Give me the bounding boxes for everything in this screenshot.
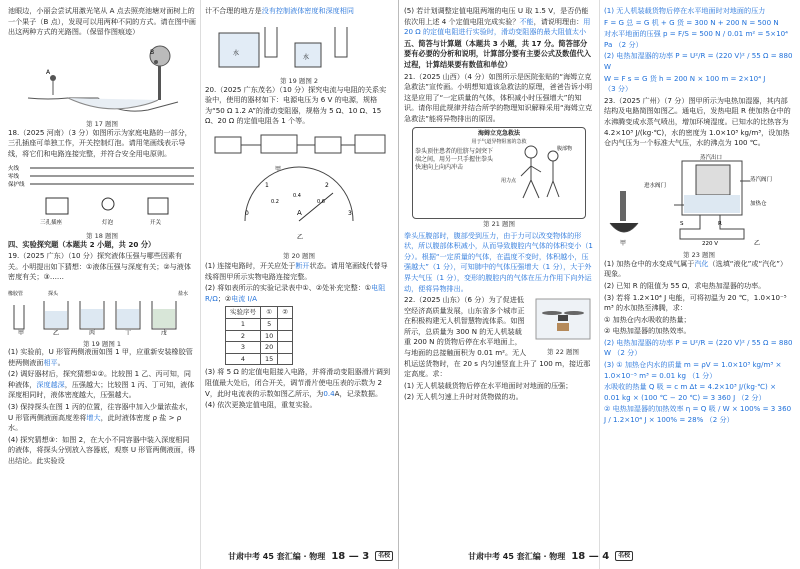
table-cell: 4 (226, 353, 261, 365)
drone-illustration (532, 295, 594, 343)
q19-s2-text-b: ，压强越大；比较图 1 丙、丁可知，液体深度相同时，液体密度越大，压强越大。 (8, 379, 195, 400)
q23-a3-text: (3) ① 加热仓内水的质量 m = ρV = 1.0×10³ kg/m³ × 1.0×10⁻⁵ m³ = 0.01 kg (604, 360, 782, 380)
circuit-diagram (8, 162, 196, 228)
footer-left-title: 甘肃中考 45 套汇编 · 物理 (228, 551, 326, 561)
q23-s1-text: (1) 加热仓中的水变成气属于 (604, 258, 695, 268)
figure-18 (8, 162, 196, 241)
q20-s3-text-b: A，记录数据。 (334, 388, 383, 398)
pressure-apparatus (8, 285, 196, 335)
figure-23 (604, 151, 794, 260)
q23-a3-efficiency-text: ② 电热加湿器的加热效率 η = Q 吸 / W × 100% = 3 360 J / 1.2×10⁴ J × 100% = 28% (604, 404, 792, 425)
fig19-label-c: 丙 (89, 329, 96, 335)
q23-text: 23.（2025 广州）（7 分）图甲所示为电热加湿器，其内部结构及电路简图如图乙。通电后，发热电阻 R 使加热仓中的水沸腾变成水蒸气喷出，增加环境湿度。已知水的比热容为 4.2×10³ J/(kg·℃)，水的密度为 1.0×10³ kg/m³，设加热仓内气压为一个标准大气压，水的沸点为 100 ℃。 (604, 95, 791, 148)
q19-s4: (4) 探究猜想③：如图 2，在大小不同容器中装入深度相同的液体，将探头分别放入容器底，观察 U 形管两侧液面，得出结论。此实验设 (8, 434, 196, 465)
q23-a2-score: （2 分） (613, 348, 642, 358)
figure-18-caption: 第 18 题图 (86, 232, 118, 241)
figure-22-caption: 第 22 题图 (547, 347, 579, 356)
figure-17-caption: 第 17 题图 (86, 120, 118, 129)
q19-s1-answer: 相平 (43, 357, 58, 367)
q22-text: 22.（2025 山东）（6 分）为了促进低空经济高质量发展，山东省多个城市正在积极构建无人机智慧物流体系。如图所示，总质量为 300 N 的无人机装载重 200 N 的货物后停在水平地面上，与地面的总接触面积为 0.01 m²。无人机运送货物时，在 20 s 内匀速竖直上升了 100 m，接近那定高度。求： (404, 295, 591, 379)
q19-text: 19.（2025 广东）（10 分）探究液体压强与哪些因素有关。小明提出如下猜想：①液体压强与深度有关；②与液体密度有关；③…… (8, 251, 191, 282)
rubber-tube-label: 橡胶管 (8, 290, 24, 297)
tick-2: 2 (325, 181, 329, 189)
column-divider-2 (599, 0, 600, 569)
footer-left-page: 18 — 3 (331, 550, 370, 562)
table-cell: 20 (261, 342, 278, 354)
socket-label: 三孔插座 (40, 219, 63, 226)
table-cell (278, 342, 293, 354)
table-cell: 1 (226, 318, 261, 330)
q22-a1-pressure-text: 对水平地面的压强 p = F/S = 500 N / 0.01 m² = 5×10⁴ Pa (604, 29, 788, 49)
q22-a2-work (604, 74, 794, 95)
q19-conclusion-answer: 没有控制液体密度和深度相同 (261, 6, 354, 15)
footer-left (228, 548, 393, 564)
table-row (226, 342, 293, 354)
column-2 (205, 6, 393, 412)
q19-conclusion-text: 计不合理的地方是 (205, 6, 262, 15)
q23-s2: (2) 已知 R 的阻值为 55 Ω，求电热加湿器的功率。 (604, 280, 766, 290)
q22-a1: (1) 无人机装载货物后停在水平地面时对地面的压力 (604, 6, 766, 15)
figure-17 (8, 40, 196, 129)
q20-s1-answer: 断开 (295, 260, 310, 270)
footer-left-logo: 名校 (375, 551, 393, 561)
q20-s4: (4) 依次更换定值电阻，重复实验。 (205, 400, 317, 410)
q23-s1 (604, 259, 794, 280)
label-abdomen: 腹部物 (557, 145, 573, 152)
table-cell: 3 (226, 342, 261, 354)
column-1 (8, 6, 196, 467)
q22-a2: (2) 电热加湿器的功率 P = U²/R = (220 V)² / 55 Ω = 880 W (604, 51, 793, 71)
table-cell: 5 (261, 318, 278, 330)
q23-a2 (604, 338, 794, 359)
footer-right-title: 甘肃中考 45 套汇编 · 物理 (468, 551, 566, 561)
q20-s1 (205, 261, 393, 282)
fig20-sub-a: 甲 (275, 165, 282, 173)
saltwater-label: 盐水 (178, 290, 189, 297)
q20-s5-reason: 用 20 Ω 的定值电阻进行实验时，滑动变阻器的最大阻值太小 (404, 16, 591, 37)
tick-small-2: 0.6 (317, 198, 325, 205)
label-force-point: 用力点 (501, 177, 517, 184)
column-divider-1 (200, 0, 201, 569)
water-label-1: 水 (233, 49, 240, 57)
q19-s3-text-b: ，此时液体密度 ρ 盐 > ρ 水。 (8, 412, 182, 433)
poster-box (412, 127, 586, 219)
q20-s3-text: (3) 将 5 Ω 的定值电阻接入电路，并将滑动变阻器滑片调到阻值最大处后，闭合开关，调节滑片使电压表的示数为 2 V，此时电流表的示数如图乙所示，为 (205, 367, 391, 398)
tick-3: 3 (348, 209, 352, 217)
figure-19-1-caption: 第 19 题图 1 (82, 339, 122, 348)
humidifier-diagram (604, 151, 794, 247)
footer-right-page: 18 — 4 (571, 550, 610, 562)
q19-s3-text: (3) 保持探头在图 1 丙的位置，往容器中加入少量浓盐水，U 形管两侧液面高度差将 (8, 401, 193, 422)
switch-label: 开关 (150, 219, 162, 226)
wire-neutral-label: 零线 (8, 173, 20, 180)
fig19-label-b: 乙 (53, 329, 60, 335)
point-b-label: B (150, 48, 155, 56)
water-label-2: 水 (303, 53, 310, 61)
tick-small-0: 0.2 (271, 198, 279, 205)
table-cell: 2 (226, 330, 261, 342)
poster-instructions: 拳头顶住患者的肚脐与剑突下端之间，用另一只手握住拳头快速向上向内冲击 (415, 147, 494, 171)
q17-text: 池眼边，小丽会尝试用激光笔从 A 点去照亮池塘对面树上的一个果子（B 点），发现可以用两种不同的方式。请在图中画出这两种方式的光路图。（保留作图痕迹） (8, 6, 197, 37)
label-jia: 甲 (620, 239, 627, 247)
probe-label: 探头 (48, 290, 59, 297)
page-divider (398, 0, 399, 569)
q23-a3-heat-score: （2 分） (737, 392, 766, 402)
table-cell (278, 318, 293, 330)
table-row (226, 353, 293, 365)
q19-s3 (8, 402, 196, 434)
containers-diagram (205, 19, 393, 73)
q20-s3 (205, 367, 393, 399)
q23-s1-text-b: （选填“液化”或“汽化”）现象。 (604, 258, 788, 279)
label-yi: 乙 (754, 239, 761, 247)
q23-a2-text: (2) 电热加湿器的功率 P = U²/R = (220 V)² / 55 Ω = 880 W (604, 337, 793, 358)
meter-unit: A (297, 208, 302, 217)
q20-s2-answer-1: 电阻 R/Ω (205, 283, 386, 303)
label-steam-outlet: 蒸汽出口 (700, 154, 723, 161)
q19-conclusion (205, 6, 393, 17)
figure-19-1 (8, 285, 196, 348)
q23-s3-ii: ② 电热加湿器的加热效率。 (604, 326, 691, 336)
q23-s1-answer: 汽化 (694, 258, 709, 268)
q20-s2-text: (2) 将如表所示的实验记录表中①、②处补充完整：① (205, 283, 372, 293)
label-steam-valve: 蒸汽阀门 (750, 176, 773, 183)
q22-s1: (1) 无人机装载货物后停在水平地面时对地面的压强； (404, 380, 573, 390)
wire-live-label: 火线 (8, 165, 20, 172)
table-cell: 15 (261, 353, 278, 365)
q22-a1-formula: F = G 总 = G 机 + G 货 = 300 N + 200 N = 500 N (604, 17, 779, 27)
q20-s2 (205, 283, 393, 304)
tick-1: 1 (265, 181, 269, 189)
poster-subtitle: 用于气道异物阻塞的急救 (471, 138, 527, 145)
q20-s2-sep: ；② (217, 293, 232, 303)
table-cell: 10 (261, 330, 278, 342)
figure-20 (205, 129, 393, 259)
fig19-label-e: 戊 (161, 329, 168, 335)
rescue-illustration (501, 142, 581, 202)
table-row (226, 318, 293, 330)
q23-a3 (604, 360, 794, 381)
footer-right-logo: 名校 (615, 551, 633, 561)
q19-s2 (8, 369, 196, 401)
q20-s1-text: (1) 连接电路时，开关应处于 (205, 260, 296, 270)
q19-s1: (1) 实验前，U 形管两侧液面如图 1 甲，应重新安装橡胶管使两侧液面相平。 (8, 346, 193, 367)
q20-s1-text-b: 状态。请用笔画线代替导线将图甲所示实物电路连接完整。 (205, 260, 388, 281)
section-5-heading: 五、简答与计算题（本题共 3 小题，共 17 分。简答部分要有必要的分析和说明，计算部分要有主要公式及数值代入过程，计算结果要有数值和单位） (404, 38, 591, 69)
figure-22 (532, 295, 594, 356)
q23-a3-heat-text: 水吸收的热量 Q 吸 = c m Δt = 4.2×10³ J/(kg·℃) × 0.01 kg × (100 ℃ − 20 ℃) = 3 360 J (604, 382, 777, 402)
poster-title: 海姆立克急救法 (477, 129, 520, 137)
q23-a3-heat (604, 382, 794, 403)
figure-21-caption: 第 21 题图 (483, 219, 515, 228)
section-4-heading: 四、实验探究题（本题共 2 小题，共 20 分） (8, 239, 156, 249)
label-voltage: 220 V (702, 240, 719, 247)
table-cell (278, 353, 293, 365)
pond-diagram (8, 40, 196, 116)
tick-small-1: 0.4 (293, 192, 301, 199)
column-4 (604, 6, 794, 427)
q20-s5-answer: 不能 (519, 16, 534, 26)
q19-s3-answer: 增大 (86, 412, 101, 422)
circuit-meter-diagram (205, 129, 393, 247)
q20-s3-answer: 0.4 (323, 388, 335, 398)
q22-a2-score: （3 分） (604, 84, 633, 94)
q23-a3-score: （1 分） (688, 370, 717, 380)
figure-19-2-caption: 第 19 题图 2 (279, 77, 319, 86)
wire-ground-label: 保护线 (8, 181, 25, 188)
fig19-label-d: 丁 (125, 329, 132, 335)
figure-20-caption: 第 20 题图 (283, 251, 315, 260)
table-header: ① (261, 307, 278, 319)
bulb-label: 灯泡 (102, 219, 114, 226)
label-resistor-r: R (718, 220, 722, 227)
q21-answer: 拳头压腹部时，腹部受到压力，由于力可以改变物体的形状，所以腹部体积减小，从而导致腹腔内气体的体积变小（1 分）。根据“一定质量的气体，在温度不变时，体积越小，压强越大”（1 分），可知肺中的气体压强增大（1 分），大于外界大气压（1 分），变形的腹腔内的气体在压力作用下向外运动，便将异物排出。 (404, 230, 593, 293)
q19-s1-text: (1) 实验前，U 形管两侧液面如图 1 甲，应重新安装橡胶管使两侧液面 (8, 346, 193, 367)
q20-text: 20.（2025 广东茂名）（10 分）探究电流与电阻的关系实验中，使用的器材如下：电源电压为 6 V 的电源，规格为“50 Ω 1.2 A”的滑动变阻器，规格为 5 Ω、10 Ω、15 Ω、20 Ω 的定值电阻各 1 个等。 (205, 84, 387, 126)
q23-s3-i: ① 加热仓内水吸收的热量； (604, 314, 691, 324)
column-3 (404, 6, 594, 404)
footer-right (468, 548, 633, 564)
q23-a3-efficiency-score: （2 分） (705, 415, 734, 425)
label-heating-chamber: 加热仓 (750, 200, 767, 207)
q20-s5-text: (5) 若计划调整定值电阻两端的电压 U 取 1.5 V，是否仍能依次用上述 4 个定值电阻完成实验？ (404, 6, 589, 26)
q20-s5-text-b: ，请说明理由： (533, 16, 584, 26)
q19-s2-answer: 深度越深 (36, 379, 65, 389)
q23-s3: (3) 若将 1.2×10⁴ J 电能，可将初温为 20 ℃，1.0×10⁻⁵ m³ 的水加热至沸腾，求： (604, 292, 787, 313)
q20-s2-answer-2: 电流 I/A (231, 293, 257, 303)
fig20-sub-b: 乙 (297, 233, 304, 241)
point-a-label: A (46, 68, 51, 76)
q22-s2: (2) 无人机匀速上升时对货物做的功。 (404, 392, 523, 402)
table-header: 实验序号 (226, 307, 261, 319)
figure-19-2 (205, 19, 393, 86)
q22-block (404, 295, 594, 403)
record-table (225, 306, 293, 365)
figure-21 (404, 127, 594, 229)
fig19-label-a: 甲 (18, 329, 25, 335)
q21-text: 21.（2025 山西）（4 分）如图所示是医院张贴的“海姆立克急救法”宣传画。小明想知道该急救法的原理，爸爸告诉小明这是应用了“一定质量的气体，体积减小时压强增大”的知识。请你用此规律并结合所学的物理知识解释采用“海姆立克急救法”能将异物排出的原因。 (404, 71, 593, 123)
q20-s5 (404, 6, 594, 38)
q18-text: 18.（2025 河南）（3 分）如图所示为家庭电路的一部分，三孔插座可单独工作，开关控制灯泡。请用笔画线表示导线，将它们和电路连接完整，并符合安全用电原则。 (8, 127, 192, 158)
table-cell (278, 330, 293, 342)
q22-a1-pressure (604, 29, 794, 50)
label-switch-s: S (680, 220, 684, 227)
figure-23-caption: 第 23 题图 (683, 251, 715, 260)
q19-s2-text: (2) 调好器材后，探究猜想①②。比较图 1 乙、丙可知，同种液体， (8, 369, 192, 389)
label-inlet-valve: 进水阀门 (644, 182, 667, 189)
q23-a3-efficiency (604, 404, 794, 425)
q22-a2-work-text: W = F s = G 货 h = 200 N × 100 m = 2×10⁴ J (604, 73, 766, 83)
tick-0: 0 (245, 209, 249, 217)
table-header: ② (278, 307, 293, 319)
table-row (226, 330, 293, 342)
q22-a1-score: （2 分） (614, 39, 643, 49)
